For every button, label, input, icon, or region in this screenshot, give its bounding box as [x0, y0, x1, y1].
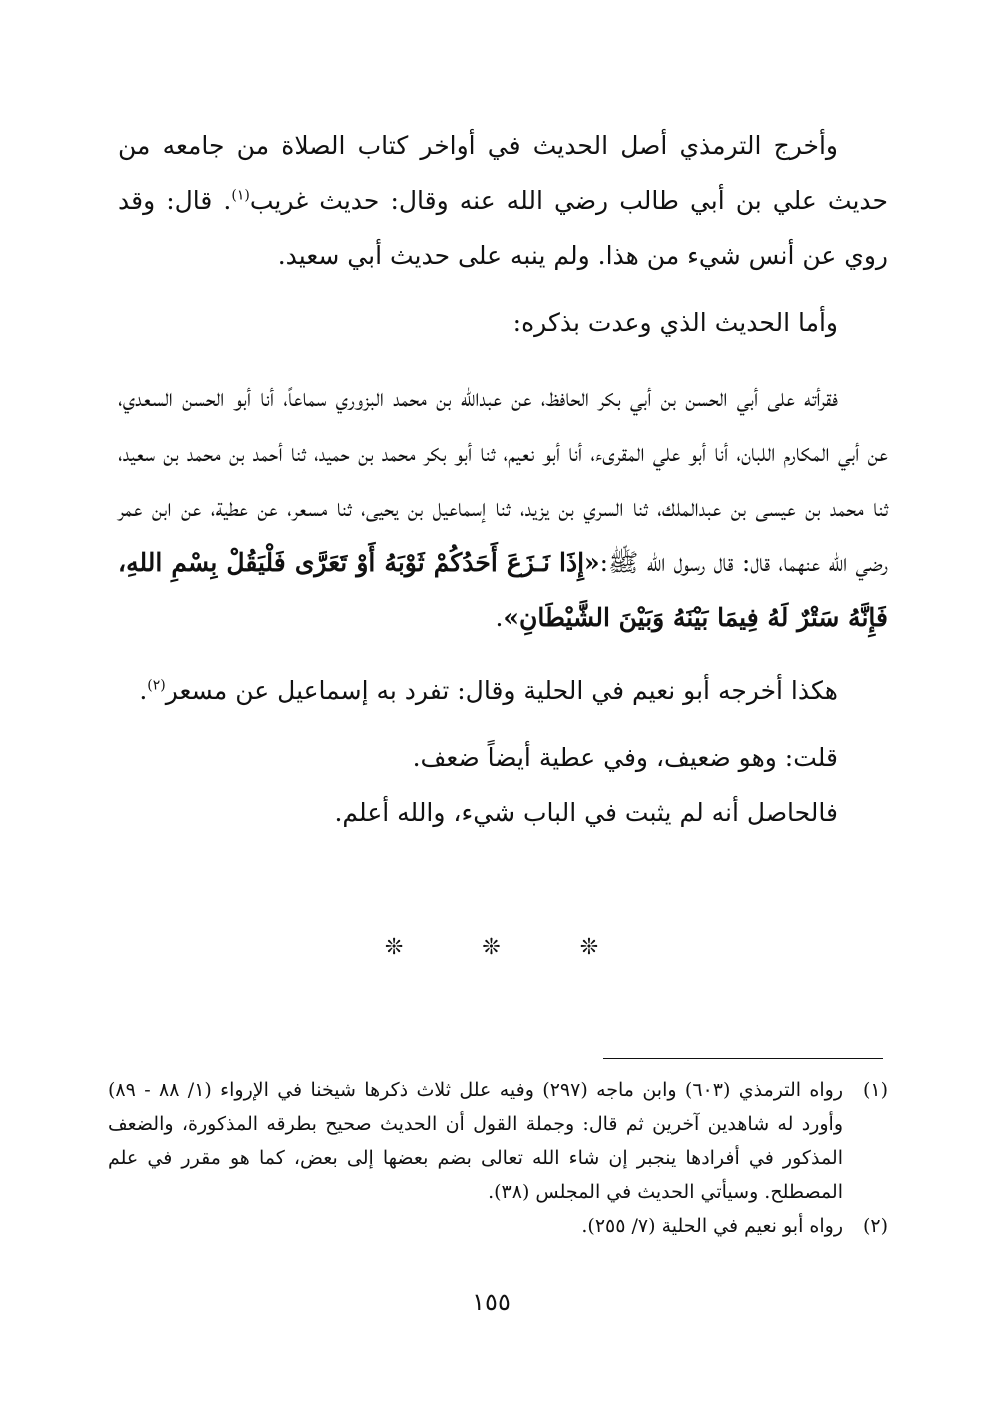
separator-star-icon: ❊	[384, 935, 404, 960]
separator-star-icon: ❊	[482, 935, 501, 960]
footnote-1	[108, 1073, 888, 1209]
footnote-text: رواه الترمذي (٦٠٣) وابن ماجه (٢٩٧) وفيه علل ثلاث ذكرها شيخنا في الإرواء (١/ ٨٨ - ٨٩) وأورد له شاهدين آخرين ثم قال: وجملة القول أن الحديث صحيح بطرقه المذكورة، والضعف المذكور في أفرادها ينجبر إن شاء الله تعالى بضم بعضها إلى بعض، كما هو مقرر في علم المصطلح. وسيأتي الحديث في المجلس (٣٨).	[108, 1079, 843, 1203]
footnote-text: رواه أبو نعيم في الحلية (٧/ ٢٥٥).	[581, 1215, 843, 1237]
paragraph-weak: قلت: وهو ضعيف، وفي عطية أيضاً ضعف.	[412, 743, 838, 772]
section-separator	[0, 935, 983, 960]
paragraph-promised-hadith: وأما الحديث الذي وعدت بذكره:	[512, 308, 838, 337]
paragraph-isnad	[118, 370, 888, 645]
footnote-marker-2[interactable]: (٢)	[147, 677, 166, 694]
isnad-text: فقرأته على أبي الحسن بن أبي بكر الحافظ، عن عبدالله بن محمد البزوري سماعاً، أنا أبو الحسن السعدي، عن أبي المكارم اللبان، أنا أبو علي المقرىء، أنا أبو نعيم، ثنا أبو بكر محمد بن حميد، ثنا أحمد بن محمد بن سعيد، ثنا محمد بن عيسى بن عبدالملك، ثنا السري بن يزيد، ثنا إسماعيل بن يحيى، ثنا مسعر، عن عطية، عن ابن عمر رضي الله عنهما، قال: قال رسول الله ﷺ:	[118, 383, 888, 577]
paragraph-text: وأخرج الترمذي أصل الحديث في أواخر كتاب الصلاة من جامعه من حديث علي بن أبي طالب رضي الله عنه وقال: حديث غريب	[118, 131, 888, 215]
page-number: ١٥٥	[472, 1288, 511, 1316]
paragraph-tirmidhi	[118, 118, 888, 283]
hadith-text: «إِذَا نَـزَعَ أَحَدُكُمْ ثَوْبَهُ أَوْ تَعَرَّى فَلْيَقُلْ بِسْمِ اللهِ، فَإِنَّهُ سَتْرٌ لَهُ فِيمَا بَيْنَهُ وَبَيْنَ الشَّيْطَانِ»	[118, 548, 888, 632]
footnote-2	[108, 1209, 888, 1243]
paragraph-text: . قال: وقد روي عن أنس شيء من هذا. ولم ينبه على حديث أبي سعيد.	[118, 186, 888, 270]
separator-star-icon: ❊	[579, 935, 599, 960]
paragraph-conclusion: فالحاصل أنه لم يثبت في الباب شيء، والله أعلم.	[334, 798, 838, 827]
main-text	[118, 118, 888, 840]
footnote-divider	[603, 1058, 883, 1059]
footnote-number: (٢)	[862, 1215, 888, 1237]
paragraph-text: .	[139, 676, 148, 705]
paragraph-end: .	[495, 603, 504, 632]
paragraph-abu-nuaim	[118, 663, 888, 718]
paragraph-text: هكذا أخرجه أبو نعيم في الحلية وقال: تفرد به إسماعيل عن مسعر	[165, 676, 838, 705]
footnote-marker-1[interactable]: (١)	[231, 187, 250, 204]
footnote-number: (١)	[862, 1079, 888, 1101]
footnotes	[108, 1073, 888, 1243]
